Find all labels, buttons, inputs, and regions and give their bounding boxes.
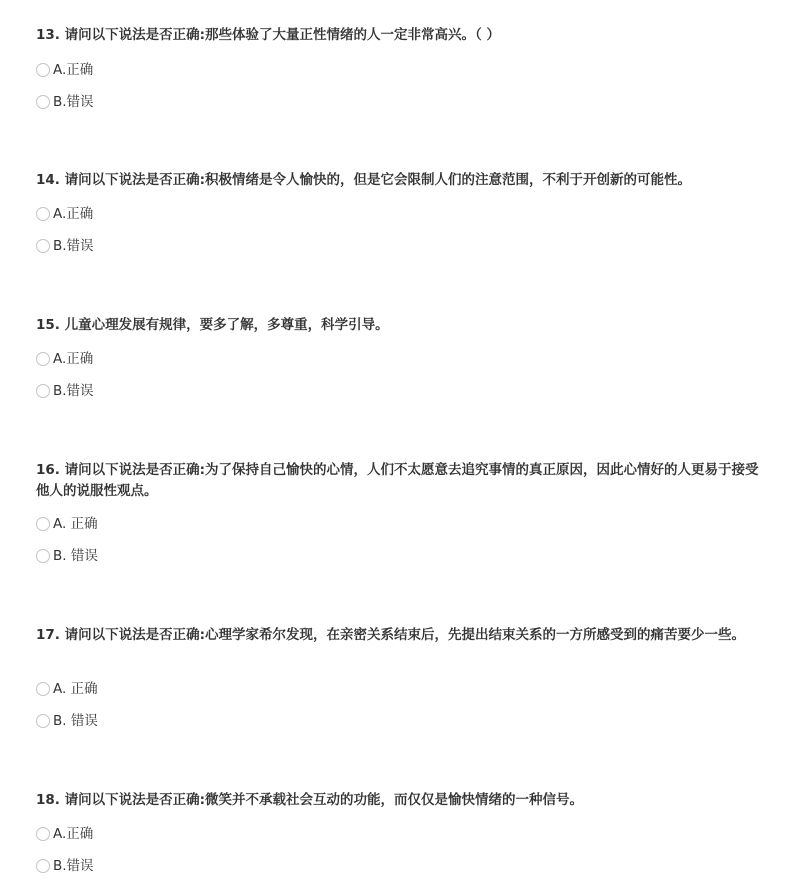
option-b[interactable] (36, 856, 94, 876)
option-label: A.正确 (53, 62, 94, 78)
question-title: 17. 请问以下说法是否正确:心理学家希尔发现，在亲密关系结束后，先提出结束关系的一方所感受到的痛苦要少一些。 (36, 627, 746, 643)
option-label: B.错误 (53, 858, 94, 874)
question-14 (36, 170, 766, 254)
question-17 (36, 625, 766, 729)
option-label: B.错误 (53, 94, 94, 110)
option-label: A.正确 (53, 826, 94, 842)
option-b[interactable] (36, 236, 94, 256)
radio-circle-icon[interactable] (36, 517, 50, 531)
question-15 (36, 315, 766, 399)
radio-circle-icon[interactable] (36, 714, 50, 728)
option-a[interactable] (36, 60, 93, 80)
question-18 (36, 790, 766, 874)
option-label: A.正确 (53, 351, 94, 367)
option-label: B.错误 (53, 238, 94, 254)
option-b[interactable] (36, 546, 98, 566)
option-b[interactable] (36, 381, 94, 401)
question-title: 15. 儿童心理发展有规律，要多了解，多尊重，科学引导。 (36, 317, 389, 333)
radio-circle-icon[interactable] (36, 63, 50, 77)
option-a[interactable] (36, 679, 98, 699)
question-title: 14. 请问以下说法是否正确:积极情绪是令人愉快的，但是它会限制人们的注意范围，不利于开创新的可能性。 (36, 172, 692, 188)
question-16 (36, 460, 766, 564)
option-label: B. 错误 (53, 548, 98, 564)
option-label: B. 错误 (53, 713, 98, 729)
radio-circle-icon[interactable] (36, 239, 50, 253)
question-title: 18. 请问以下说法是否正确:微笑并不承载社会互动的功能，而仅仅是愉快情绪的一种信号。 (36, 792, 584, 808)
radio-circle-icon[interactable] (36, 682, 50, 696)
option-a[interactable] (36, 824, 93, 844)
option-a[interactable] (36, 514, 98, 534)
option-label: B.错误 (53, 383, 94, 399)
option-b[interactable] (36, 711, 98, 731)
question-title: 13. 请问以下说法是否正确:那些体验了大量正性情绪的人一定非常高兴。（ ） (36, 27, 500, 43)
radio-circle-icon[interactable] (36, 95, 50, 109)
option-label: A. 正确 (53, 681, 98, 697)
option-label: A.正确 (53, 206, 94, 222)
question-title: 16. 请问以下说法是否正确:为了保持自己愉快的心情，人们不太愿意去追究事情的真正原因，因此心情好的人更易于接受他人的说服性观点。 (36, 462, 759, 499)
option-b[interactable] (36, 92, 94, 112)
radio-circle-icon[interactable] (36, 207, 50, 221)
question-13 (36, 25, 766, 110)
option-a[interactable] (36, 349, 93, 369)
radio-circle-icon[interactable] (36, 384, 50, 398)
radio-circle-icon[interactable] (36, 352, 50, 366)
option-label: A. 正确 (53, 516, 98, 532)
radio-circle-icon[interactable] (36, 549, 50, 563)
radio-circle-icon[interactable] (36, 827, 50, 841)
option-a[interactable] (36, 204, 93, 224)
radio-circle-icon[interactable] (36, 859, 50, 873)
